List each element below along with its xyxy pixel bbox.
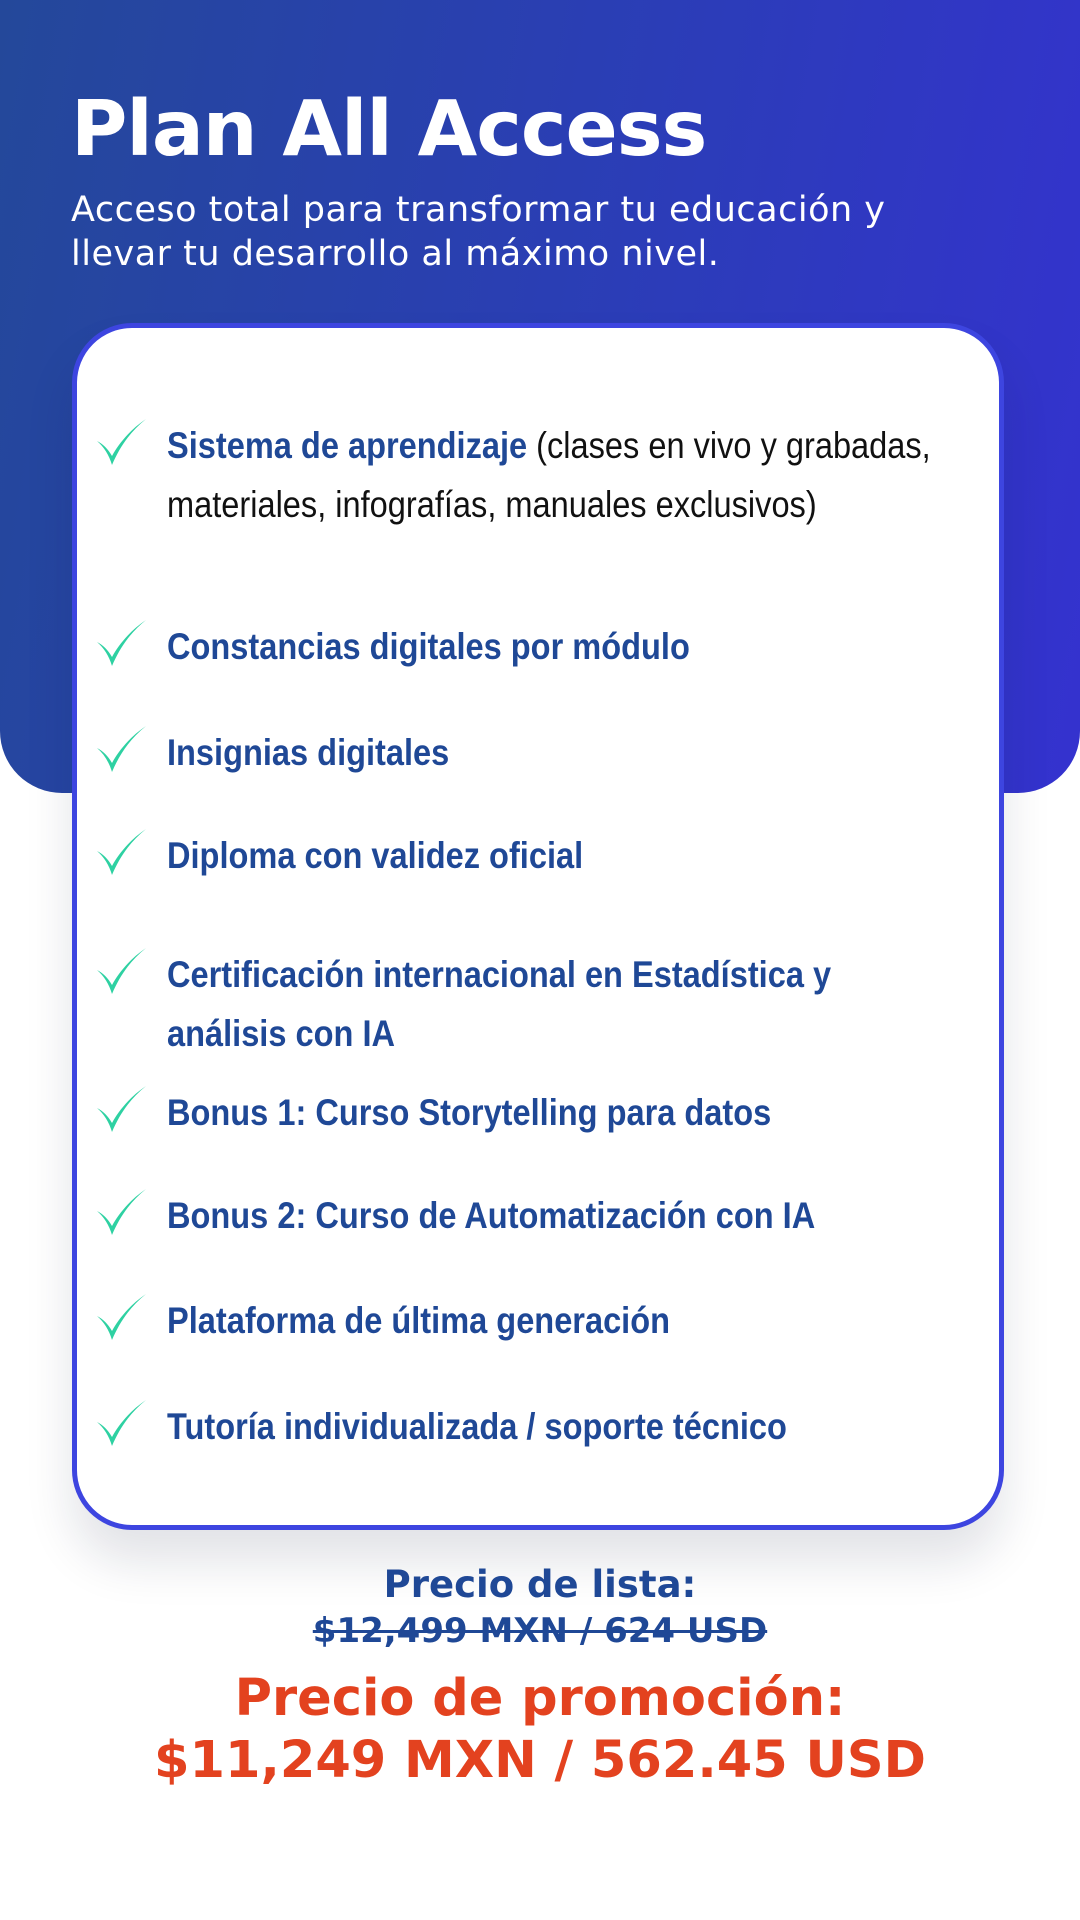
check-icon — [94, 1397, 148, 1449]
feature-text — [167, 1083, 947, 1142]
feature-bold-text: Certificación internacional en Estadística y análisis con IA — [167, 954, 832, 1054]
plan-title: Plan All Access — [71, 85, 707, 174]
check-icon — [94, 617, 148, 669]
feature-text — [167, 945, 947, 1063]
feature-text — [167, 416, 947, 534]
check-icon — [94, 1186, 148, 1238]
feature-bold-text: Plataforma de última generación — [167, 1300, 671, 1341]
check-icon — [94, 416, 148, 468]
features-card — [72, 323, 1004, 1530]
promo-price-value: $11,249 MXN / 562.45 USD — [154, 1731, 926, 1790]
feature-bold-text: Bonus 2: Curso de Automatización con IA — [167, 1195, 816, 1236]
pricing-section — [0, 1562, 1080, 1792]
promo-price-label: Precio de promoción: — [234, 1669, 846, 1728]
check-icon — [94, 723, 148, 775]
check-icon — [94, 1291, 148, 1343]
check-icon — [94, 826, 148, 878]
list-price-label: Precio de lista: — [383, 1563, 697, 1606]
check-icon — [94, 1083, 148, 1135]
feature-text — [167, 723, 947, 782]
feature-bold-text: Tutoría individualizada / soporte técnico — [167, 1406, 787, 1447]
feature-bold-text: Bonus 1: Curso Storytelling para datos — [167, 1092, 772, 1133]
feature-normal-text: (clases en vivo y grabadas, materiales, infografías, manuales exclusivos) — [167, 425, 931, 525]
list-price-value: $12,499 MXN / 624 USD — [312, 1611, 768, 1651]
check-icon — [94, 945, 148, 997]
feature-bold-text: Diploma con validez oficial — [167, 835, 584, 876]
feature-bold-text: Constancias digitales por módulo — [167, 626, 690, 667]
feature-text — [167, 617, 947, 676]
feature-bold-text: Insignias digitales — [167, 732, 450, 773]
feature-text — [167, 826, 947, 885]
feature-text — [167, 1397, 947, 1456]
plan-subtitle: Acceso total para transformar tu educación y llevar tu desarrollo al máximo nivel. — [71, 190, 886, 274]
feature-text — [167, 1186, 947, 1245]
feature-bold-text: Sistema de aprendizaje — [167, 425, 528, 466]
feature-text — [167, 1291, 947, 1350]
